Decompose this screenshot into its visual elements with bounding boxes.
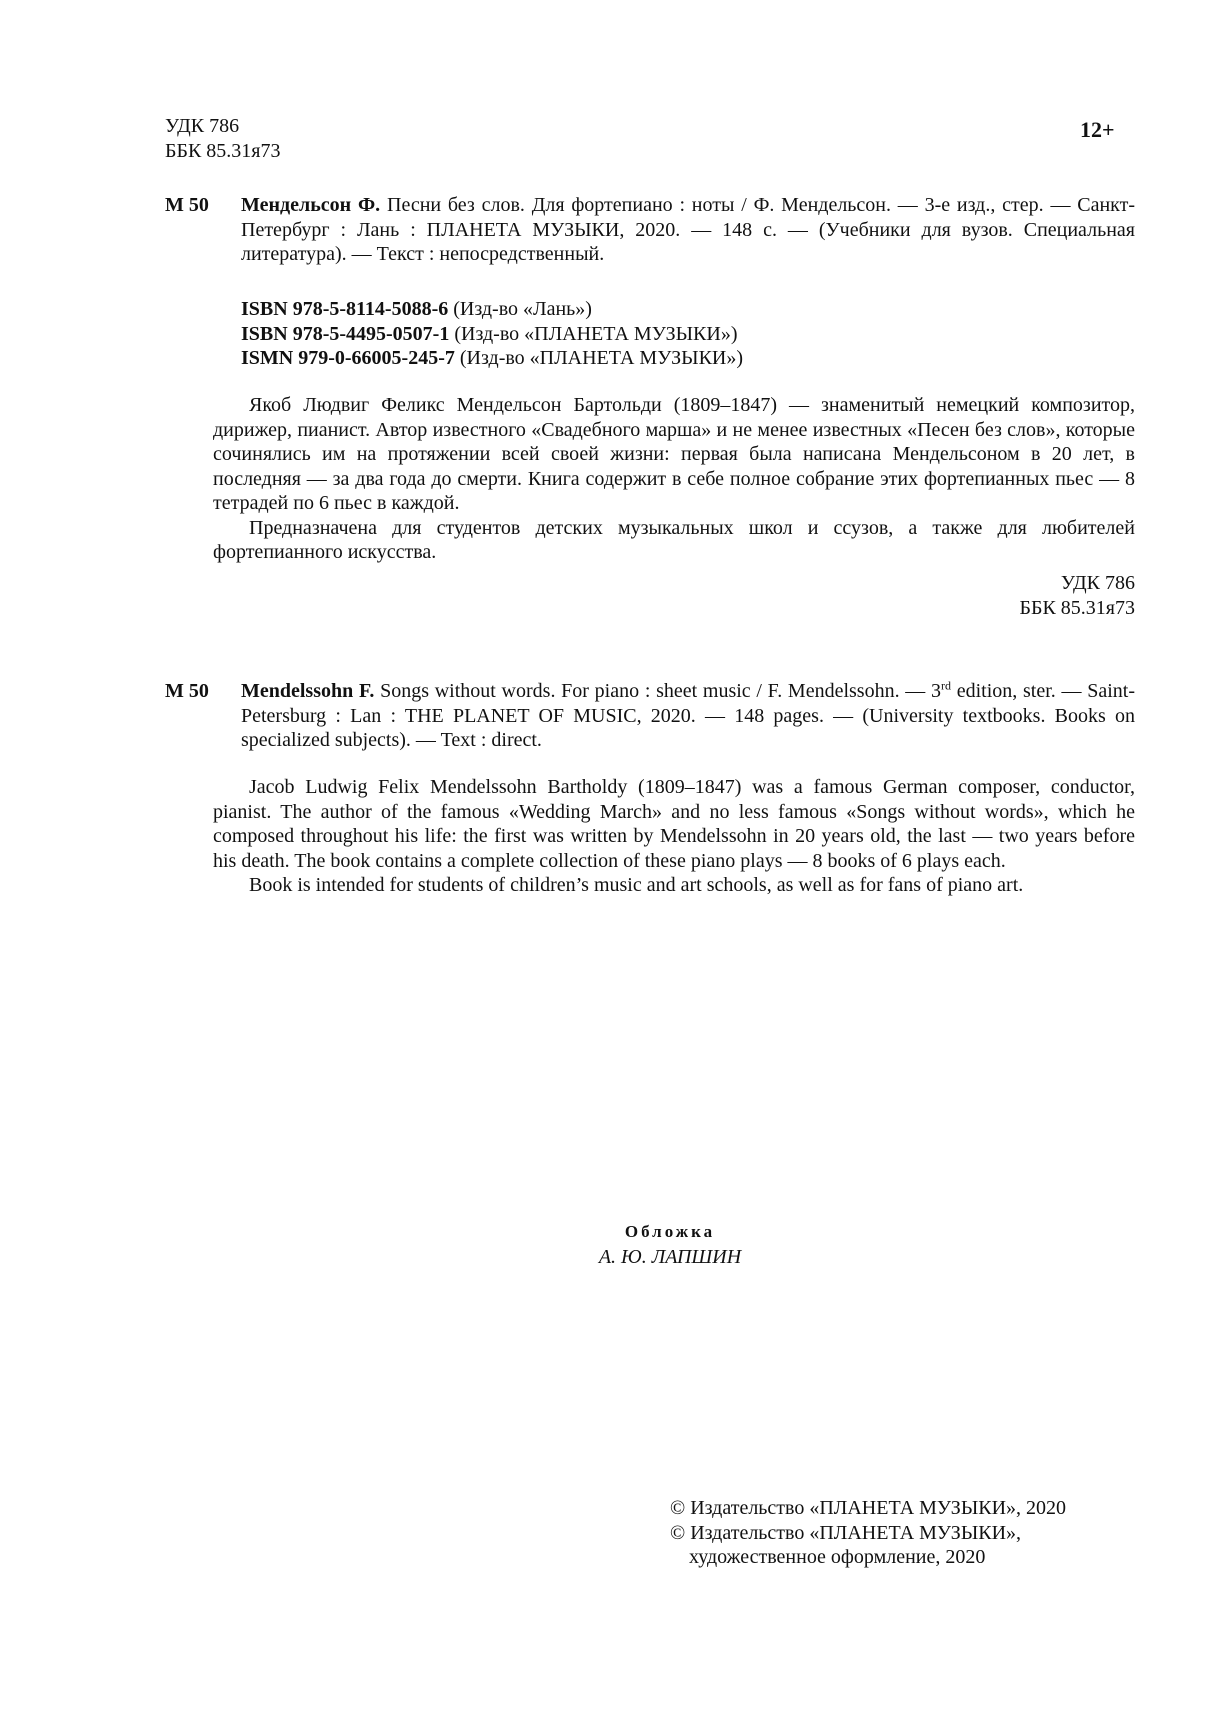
copyright-line: художественное оформление, 2020 [689, 1546, 986, 1568]
age-rating-badge: 12+ [1080, 117, 1115, 142]
ru-annotation [213, 393, 1135, 565]
cover-credit [470, 1220, 870, 1269]
ru-udk: УДК 786 [1060, 572, 1135, 594]
isbn-publisher: (Изд-во «ПЛАНЕТА МУЗЫКИ») [454, 322, 738, 345]
en-record [165, 679, 1135, 753]
ru-citation [241, 193, 1135, 267]
ru-record [165, 193, 1135, 267]
header-bbk: ББК 85.31я73 [165, 139, 281, 162]
cover-label: Обложка [624, 1222, 716, 1241]
en-citation-text-a: Songs without words. For piano : sheet music / F. Mendelssohn. — 3 [380, 680, 942, 702]
en-annotation-paragraph: Book is intended for students of children’s music and art schools, as well as for fans of piano art. [249, 874, 1024, 896]
isbn-line [241, 322, 1135, 347]
header-udk: УДК 786 [165, 115, 240, 137]
cover-artist: А. Ю. ЛАПШИН [598, 1245, 742, 1268]
en-author: Mendelssohn F. [241, 680, 375, 702]
copyright-line: © Издательство «ПЛАНЕТА МУЗЫКИ», [670, 1521, 1022, 1544]
ismn-publisher: (Изд-во «ПЛАНЕТА МУЗЫКИ») [459, 347, 744, 369]
isbn-publisher: (Изд-во «Лань») [453, 298, 592, 320]
ru-author-mark: М 50 [165, 194, 209, 216]
ru-bbk: ББК 85.31я73 [1019, 596, 1135, 619]
isbn-line [241, 297, 1135, 322]
en-citation [241, 679, 1135, 753]
ru-citation-text: Песни без слов. Для фортепиано : ноты / Ф. Мендельсон. — 3-е изд., стер. — Санкт-Петербург : Лань : ПЛАНЕТА МУЗЫКИ, 2020. — 148 с. — (Учебники для вузов. Специальная литература). — Текст : непосредственный. [241, 194, 1136, 265]
isbn-code: ISBN 978-5-8114-5088-6 [241, 298, 449, 320]
ru-annotation-paragraph: Якоб Людвиг Феликс Мендельсон Бартольди (1809–1847) — знаменитый немецкий композитор, дирижер, пианист. Автор известного «Свадебного марша» и не менее известных «Песен без слов», которые сочинялись им на протяжении всей своей жизни: первая была написана Мендельсоном в 20 лет, в последняя — за два года до смерти. Книга содержит в себе полное собрание этих фортепианных пьес — 8 тетрадей по 6 пьес в каждой. [213, 394, 1135, 514]
isbn-block [241, 297, 1135, 371]
ru-annotation-paragraph: Предназначена для студентов детских музыкальных школ и ссузов, а также для любителей фортепианного искусства. [213, 516, 1135, 563]
copyright-line: © Издательство «ПЛАНЕТА МУЗЫКИ», 2020 [670, 1497, 1067, 1519]
header-classification [165, 114, 465, 163]
en-annotation [213, 775, 1135, 898]
ru-classification [835, 571, 1135, 620]
copyright-block [670, 1496, 1140, 1570]
en-annotation-paragraph: Jacob Ludwig Felix Mendelssohn Bartholdy (1809–1847) was a famous German composer, conductor, pianist. The author of the famous «Wedding March» and no less famous «Songs without words», which he composed throughout his life: the first was written by Mendelssohn in 20 years old, the last — two years before his death. The book contains a complete collection of these piano plays — 8 books of 6 plays each. [213, 776, 1135, 872]
en-citation-superscript: rd [941, 678, 952, 693]
isbn-code: ISBN 978-5-4495-0507-1 [241, 322, 450, 345]
en-author-mark: М 50 [165, 680, 209, 702]
ru-author: Мендельсон Ф. [241, 194, 381, 216]
ismn-code: ISMN 979-0-66005-245-7 [241, 347, 455, 369]
ismn-line [241, 346, 1135, 371]
en-citation-text-b: edition, ster. — Saint-Petersburg : Lan : THE PLANET OF MUSIC, 2020. — 148 pages. — (University textbooks. Books on specialized subjects). — Text : direct. [241, 680, 1136, 751]
